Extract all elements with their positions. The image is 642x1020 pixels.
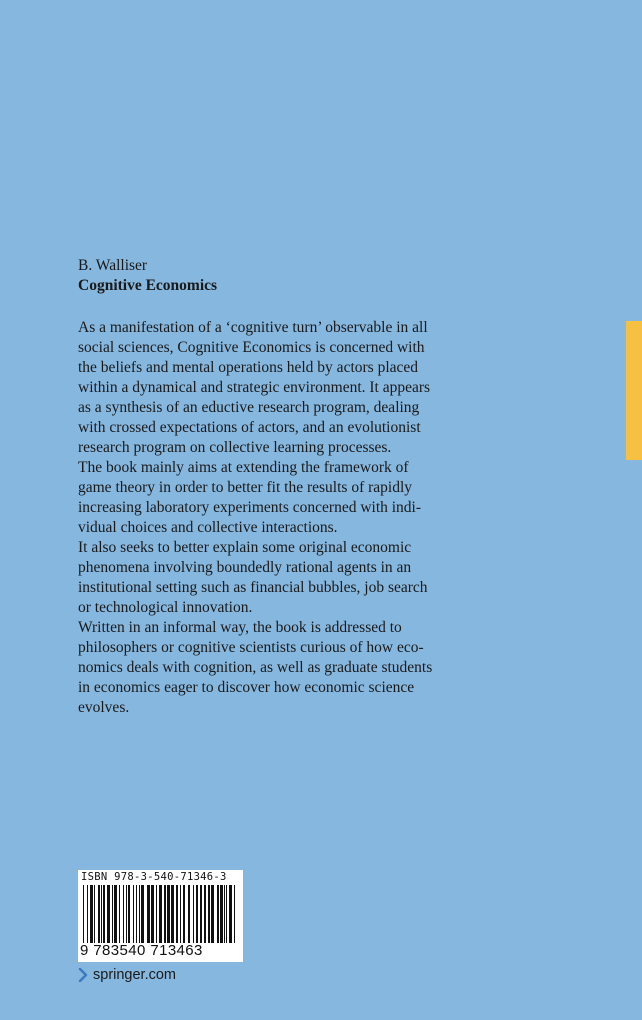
blurb-paragraph: The book mainly aims at extending the framework of game theory in order to better fit the results of rapidly increasing laboratory experiments concerned with indi- vidual choices and collective interactions. (78, 459, 422, 536)
publisher-url[interactable]: springer.com (93, 967, 177, 983)
blurb-text (78, 318, 458, 718)
blurb-paragraph: It also seeks to better explain some original economic phenomena involving boundedly rational agents in an institutional setting such as financial bubbles, job search or technological innovation. (78, 539, 428, 616)
chevron-right-icon (78, 968, 88, 982)
barcode-digits: 9 783540 713463 (80, 942, 203, 959)
isbn-label: ISBN 978-3-540-71346-3 (81, 871, 227, 883)
book-title: Cognitive Economics (78, 277, 218, 294)
blurb-paragraph: As a manifestation of a ‘cognitive turn’ observable in all social sciences, Cognitive Economics is concerned with the beliefs and mental operations held by actors placed within a dynamical and strategic environment. It appears as a synthesis of an eductive research program, dealing with crossed expectations of actors, and an evolutionist research program on collective learning processes. (78, 319, 431, 456)
blurb-paragraph: Written in an informal way, the book is addressed to philosophers or cognitive scientists curious of how eco- nomics deals with cognition, as well as graduate students in economics eager to discover how economic science evolves. (78, 619, 433, 716)
spine-color-tab (626, 321, 642, 460)
publisher-link[interactable] (78, 965, 176, 985)
barcode-bars (82, 885, 239, 943)
author-name: B. Walliser (78, 257, 148, 274)
isbn-barcode (78, 870, 243, 962)
